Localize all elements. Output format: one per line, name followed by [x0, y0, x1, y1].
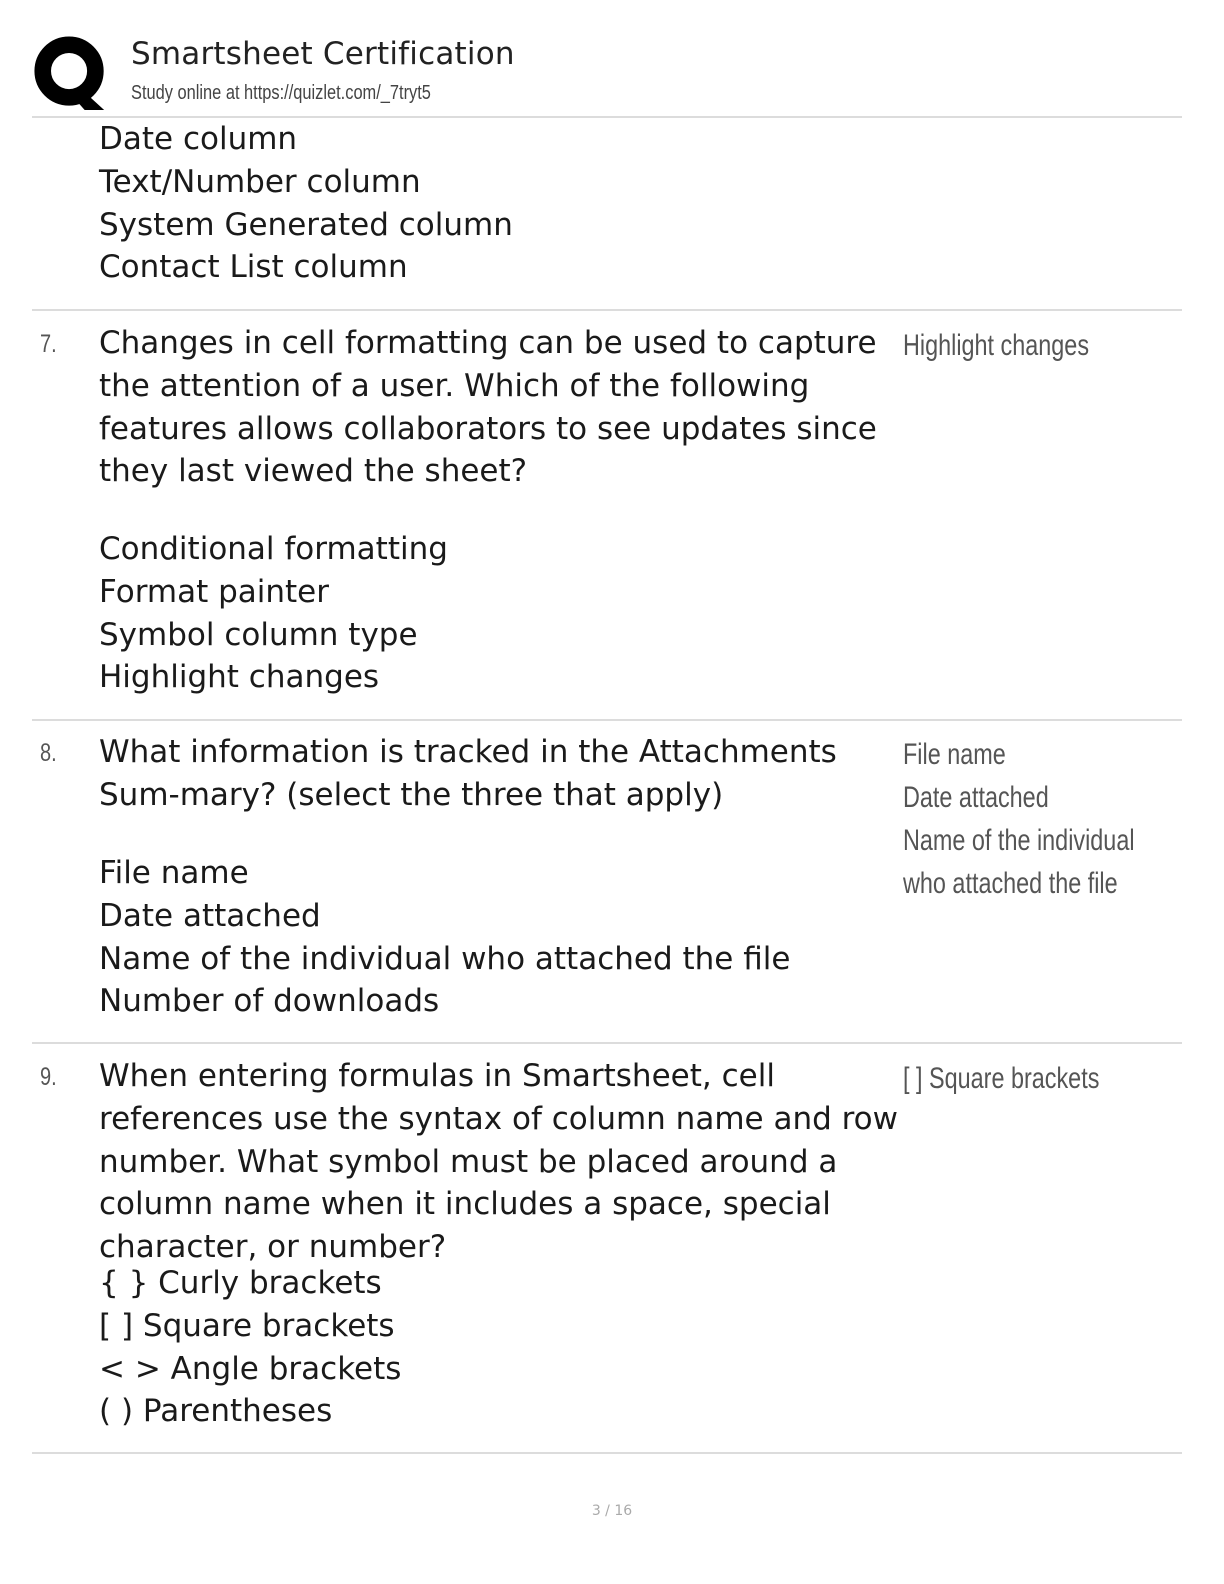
option-item: Name of the individual who attached the file: [99, 940, 791, 977]
option-item: System Generated column: [99, 206, 513, 243]
answer-list: [903, 324, 1203, 367]
option-item: Format painter: [99, 573, 330, 610]
question-number: 7.: [40, 330, 57, 358]
option-item: < > Angle brackets: [99, 1350, 402, 1387]
option-item: Text/Number column: [99, 163, 421, 200]
study-online-link[interactable]: Study online at https://quizlet.com/_7tryt5: [131, 82, 431, 104]
question-number: 9.: [40, 1063, 57, 1091]
divider: [32, 1042, 1182, 1044]
divider: [32, 719, 1182, 721]
option-item: ( ) Parentheses: [99, 1393, 333, 1430]
continued-options-list: [99, 118, 513, 289]
answer-list: [903, 733, 1203, 905]
answer-item: File name: [903, 738, 1006, 771]
option-item: Highlight changes: [99, 659, 380, 696]
answer-item: Date attached: [903, 781, 1049, 814]
page-number: 3 / 16: [591, 1503, 633, 1519]
divider: [32, 309, 1182, 311]
option-item: Contact List column: [99, 249, 408, 286]
answer-item: [ ] Square brackets: [903, 1062, 1100, 1095]
answer-item: Highlight changes: [903, 329, 1090, 362]
question-number: 8.: [40, 739, 57, 767]
question-options-list: [99, 528, 448, 699]
question-text: What information is tracked in the Attachments Sum-mary? (select the three that apply): [99, 734, 837, 813]
option-item: Number of downloads: [99, 983, 440, 1020]
question-options-list: [99, 852, 790, 1023]
document-title: Smartsheet Certification: [131, 36, 515, 72]
question-options-list: [99, 1262, 401, 1433]
answer-item: who attached the file: [903, 867, 1118, 900]
answer-list: [903, 1057, 1203, 1100]
option-item: Conditional formatting: [99, 531, 448, 567]
question-text: Changes in cell formatting can be used to capture the attention of a user. Which of the following features allows collaborators to see updates since they last viewed the sheet?: [99, 325, 877, 490]
quizlet-logo-icon: [32, 34, 110, 112]
option-item: [ ] Square brackets: [99, 1307, 395, 1344]
answer-item: Name of the individual: [903, 824, 1135, 857]
option-item: Date attached: [99, 897, 321, 934]
divider: [32, 1452, 1182, 1454]
option-item: Date column: [99, 121, 298, 157]
page-header: [32, 30, 1182, 116]
option-item: Symbol column type: [99, 616, 418, 653]
option-item: File name: [99, 855, 249, 891]
option-item: { } Curly brackets: [99, 1265, 382, 1301]
question-text: When entering formulas in Smartsheet, cell references use the syntax of column name and row number. What symbol must be placed around a column name when it includes a space, special character, or number?: [99, 1058, 899, 1266]
